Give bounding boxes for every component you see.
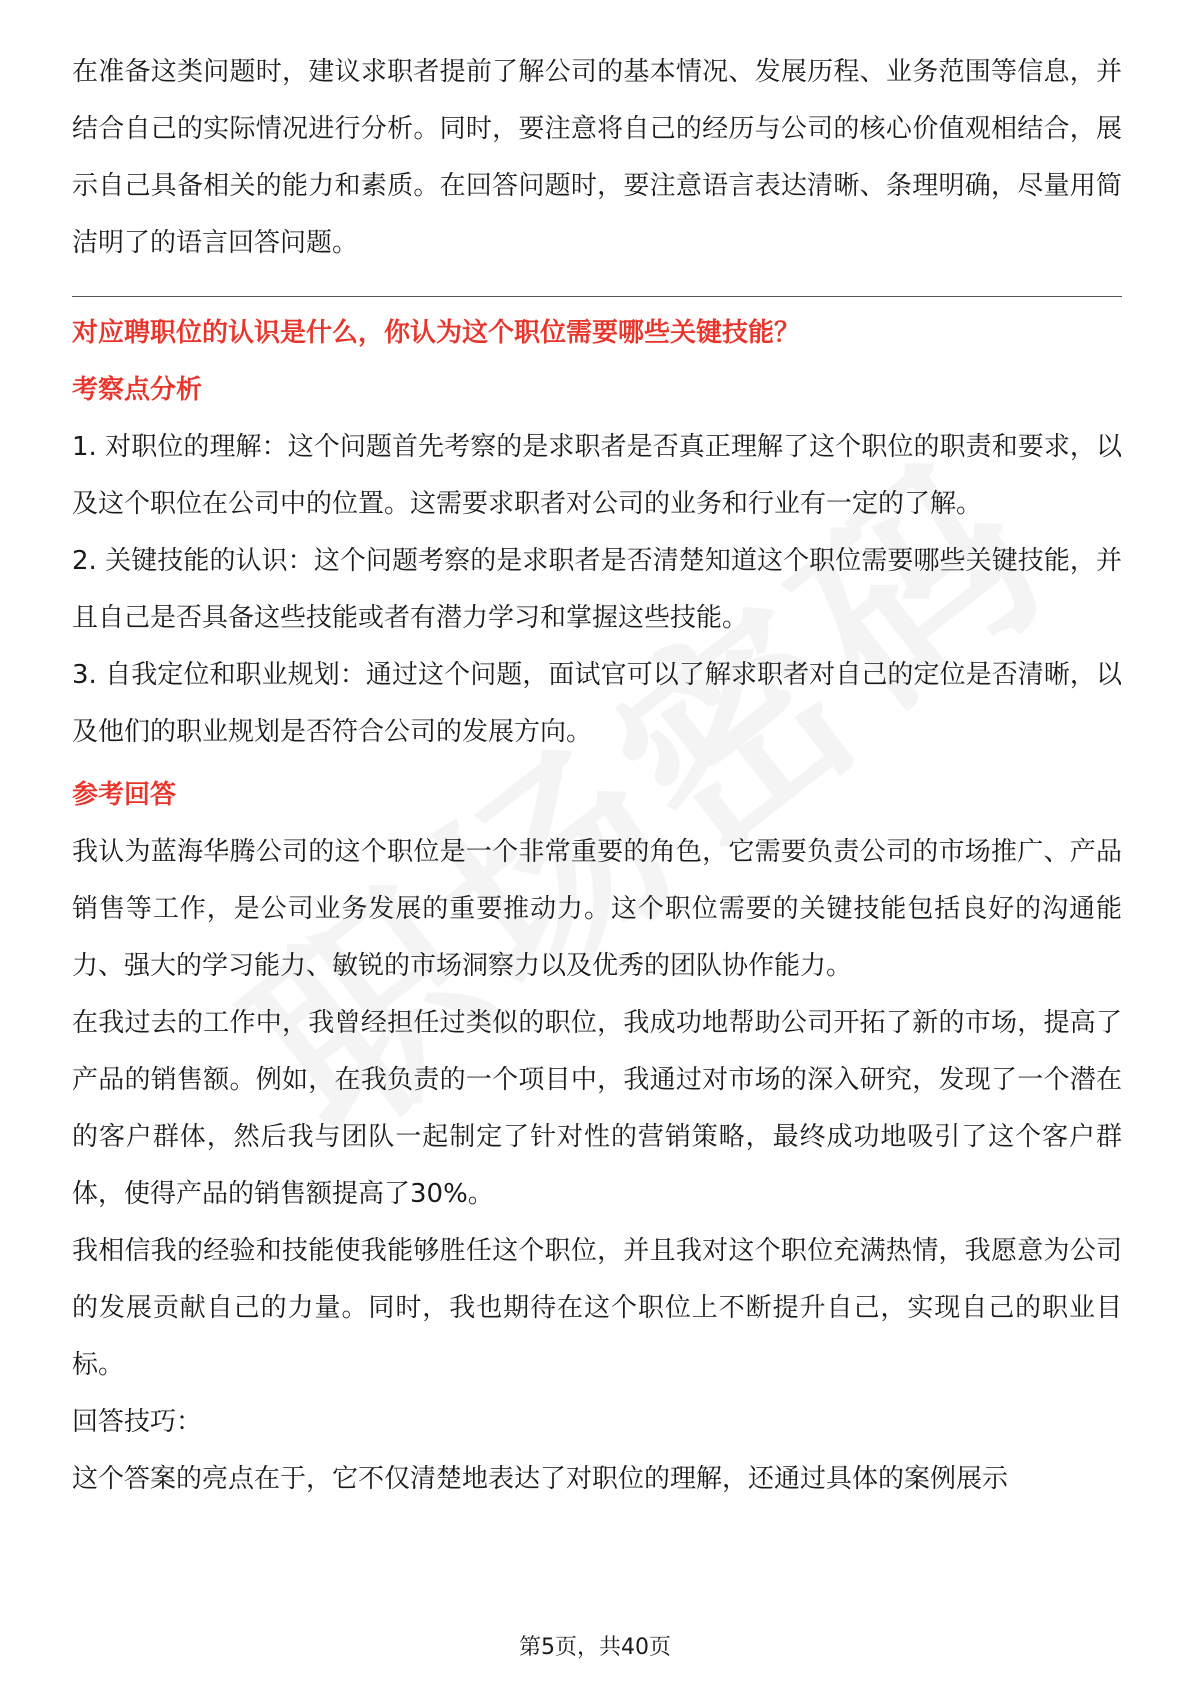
reference-heading: 参考回答	[72, 780, 177, 810]
reference-paragraph-1: 我认为蓝海华腾公司的这个职位是一个非常重要的角色，它需要负责公司的市场推广、产品销售等工作，是公司业务发展的重要推动力。这个职位需要的关键技能包括良好的沟通能力、强大的学习能力、敏锐的市场洞察力以及优秀的团队协作能力。	[72, 837, 1122, 981]
page-content	[72, 44, 1122, 1508]
analysis-point-2: 2. 关键技能的认识：这个问题考察的是求职者是否清楚知道这个职位需要哪些关键技能，并且自己是否具备这些技能或者有潜力学习和掌握这些技能。	[72, 546, 1122, 633]
intro-paragraph: 在准备这类问题时，建议求职者提前了解公司的基本情况、发展历程、业务范围等信息，并结合自己的实际情况进行分析。同时，要注意将自己的经历与公司的核心价值观相结合，展示自己具备相关的能力和素质。在回答问题时，要注意语言表达清晰、条理明确，尽量用简洁明了的语言回答问题。	[72, 57, 1122, 258]
analysis-point-1: 1. 对职位的理解：这个问题首先考察的是求职者是否真正理解了这个职位的职责和要求，以及这个职位在公司中的位置。这需要求职者对公司的业务和行业有一定的了解。	[72, 432, 1122, 519]
analysis-point-3: 3. 自我定位和职业规划：通过这个问题，面试官可以了解求职者对自己的定位是否清晰，以及他们的职业规划是否符合公司的发展方向。	[72, 660, 1122, 747]
section-divider	[72, 296, 1122, 297]
reference-paragraph-2: 在我过去的工作中，我曾经担任过类似的职位，我成功地帮助公司开拓了新的市场，提高了产品的销售额。例如，在我负责的一个项目中，我通过对市场的深入研究，发现了一个潜在的客户群体，然后我与团队一起制定了针对性的营销策略，最终成功地吸引了这个客户群体，使得产品的销售额提高了30%。	[72, 1008, 1122, 1209]
analysis-heading: 考察点分析	[72, 375, 203, 405]
page-number: 第5页，共40页	[519, 1635, 671, 1660]
question-title: 对应聘职位的认识是什么，你认为这个职位需要哪些关键技能？	[72, 318, 801, 348]
answer-tips-paragraph: 这个答案的亮点在于，它不仅清楚地表达了对职位的理解，还通过具体的案例展示	[72, 1464, 1009, 1494]
answer-tips-label: 回答技巧：	[72, 1407, 203, 1437]
reference-paragraph-3: 我相信我的经验和技能使我能够胜任这个职位，并且我对这个职位充满热情，我愿意为公司的发展贡献自己的力量。同时，我也期待在这个职位上不断提升自己，实现自己的职业目标。	[72, 1236, 1122, 1380]
